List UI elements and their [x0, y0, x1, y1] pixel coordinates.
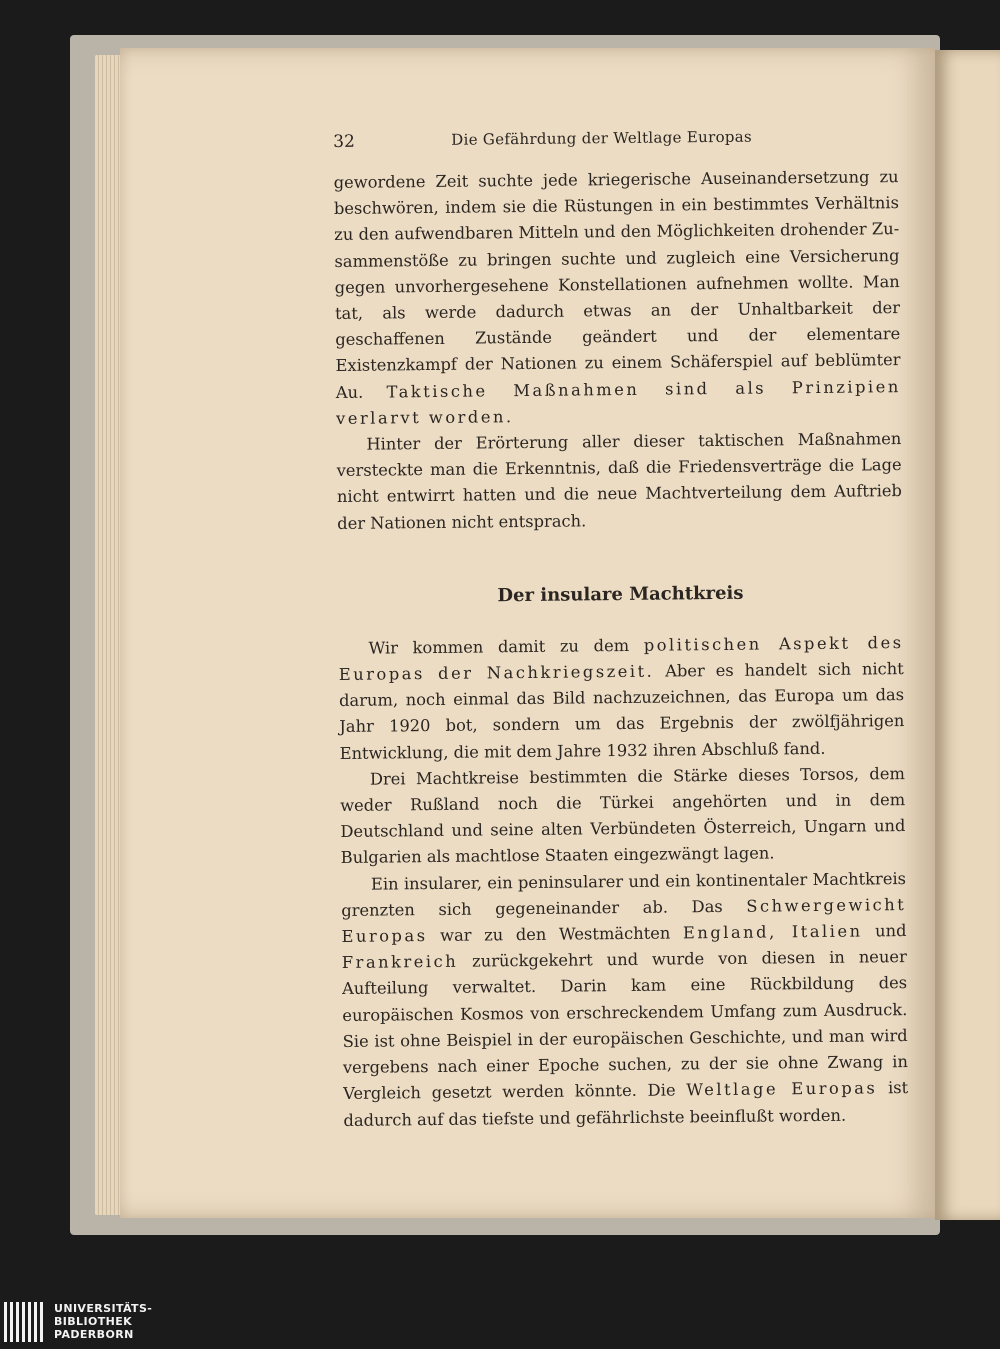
text-segment: Aber es handelt sich nicht darum, noch einmal das Bild nachzuzeichnen, das Europa um das Jahr 1920 bot, sondern um das Ergebnis der zwölfjährigen Entwicklung, die mit dem Jahre 1932 ihren Abschluß fand.	[338, 659, 905, 763]
emphasized-text: England, Italien	[682, 921, 863, 943]
emphasized-text: politischen Aspekt des Europas der Nachkriegszeit.	[338, 632, 904, 685]
emphasized-text: Frankreich	[341, 952, 459, 973]
body-text	[334, 164, 903, 537]
text-segment: zurückgekehrt und wurde von diesen in neuer Aufteilung verwaltet. Darin kam eine Rückbildung des europäischen Kosmos von erschreckendem Umfang zum Ausdruck. Sie ist ohne Beispiel in der europäischen Geschichte, und man wird vergebens nach einer Epoche suchen, zu der sie ohne Zwang in Vergleich gesetzt werden könnte. Die	[342, 947, 908, 1104]
text-segment: ist dadurch auf das tiefste und gefährlichste beeinflußt worden.	[343, 1078, 909, 1130]
library-logo-line: UNIVERSITÄTS-	[54, 1302, 153, 1315]
text-segment: Ein insularer, ein peninsularer und ein kontinentaler Machtkreis grenzten sich gegeneinander ab. Das	[341, 868, 907, 920]
paragraph	[341, 866, 909, 1134]
page-number: 32	[333, 131, 355, 152]
section-heading: Der insulare Machtkreis	[497, 582, 744, 607]
paragraph	[338, 630, 904, 767]
paragraph	[334, 164, 902, 432]
paragraph	[340, 761, 906, 872]
facing-page-edge	[935, 50, 1000, 1220]
library-logo-line: BIBLIOTHEK	[54, 1315, 133, 1328]
emphasized-text: Taktische Maßnahmen sind als Prinzipien verlarvt worden.	[336, 376, 901, 428]
emphasized-text: Weltlage Europas	[686, 1078, 878, 1100]
university-library-logo-icon	[4, 1302, 48, 1342]
text-segment: Hinter der Erörterung aller dieser taktischen Maßnahmen versteckte man die Erkenntnis, daß die Friedensverträge die Lage nicht entwirrt hatten und die neue Machtverteilung dem Auftrieb der Nationen nicht entsprach.	[336, 429, 903, 533]
library-logo-text	[54, 1302, 152, 1341]
section-body-text	[338, 630, 908, 1134]
library-logo-line: PADERBORN	[54, 1328, 134, 1341]
library-logo	[4, 1300, 224, 1345]
text-segment: war zu den Westmächten	[427, 923, 684, 946]
text-segment: Wir kommen damit zu dem	[368, 635, 644, 658]
paragraph	[336, 426, 902, 537]
text-segment: Drei Machtkreise bestimmten die Stärke dieses Torsos, dem weder Rußland noch die Türkei angehörten und in dem Deutschland und seine alten Verbündeten Österreich, Ungarn und Bulgarien als machtlose Staaten eingezwängt lagen.	[340, 763, 906, 868]
running-title: Die Gefährdung der Weltlage Europas	[451, 127, 753, 149]
text-segment: und	[862, 921, 907, 941]
text-segment: gewordene Zeit suchte jede kriegerische Auseinandersetzung zu beschwören, indem sie die Rüstungen in ein bestimmtes Verhältnis zu den aufwendbaren Mitteln und den Möglichkeiten drohender Zusammenstöße zu bringen suchte und zugleich eine Versicherung gegen unvorhergesehene Konstellationen aufnehmen wollte. Man tat, als werde dadurch etwas an der Unhaltbarkeit der geschaffenen Zustände geändert und der elementare Existenzkampf der Nationen zu einem Schäferspiel auf beblümter Au.	[333, 167, 901, 402]
running-head	[333, 114, 898, 170]
emphasized-text: Schwergewicht Europas	[341, 894, 907, 947]
page-content	[333, 114, 909, 1134]
